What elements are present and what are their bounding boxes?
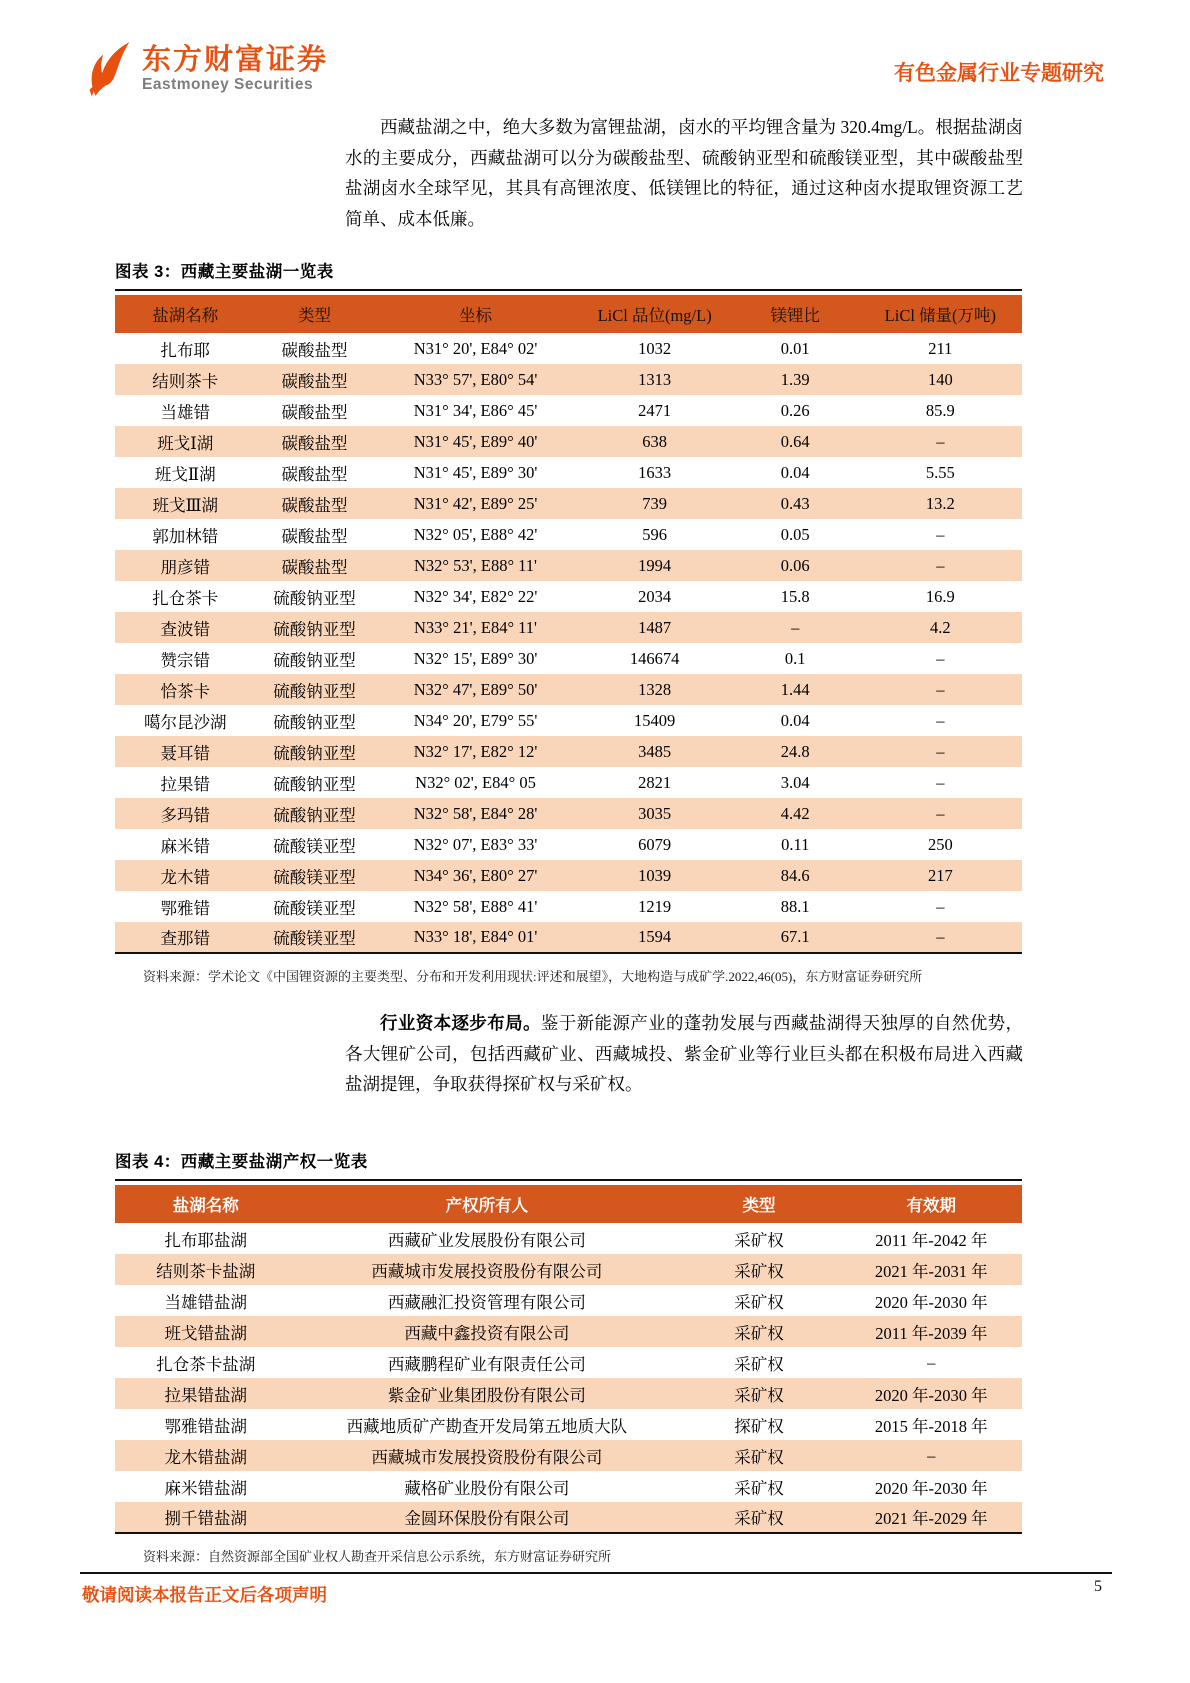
table-cell: – [732,612,859,643]
table-cell: – [927,1352,936,1372]
table-cell: 西藏城市发展投资股份有限公司 [296,1254,677,1285]
table-cell: 0.64 [732,426,859,457]
table-cell: – [936,524,945,544]
table-cell: 85.9 [925,400,955,420]
table-cell: – [936,648,945,668]
table-cell: 67.1 [732,922,859,953]
table-cell: – [841,1440,1022,1471]
table-cell: 1313 [578,364,732,395]
table-cell: 24.8 [732,736,859,767]
table-cell: 碳酸盐型 [281,464,348,484]
table-header-row [115,295,1022,333]
table-cell: 211 [928,338,953,358]
page-number: 5 [1094,1578,1102,1595]
table-cell: 采矿权 [677,1316,840,1347]
table-cell: 采矿权 [677,1254,840,1285]
paragraph-body: 鉴于新能源产业的蓬勃发展与西藏盐湖得天独厚的自然优势，各大锂矿公司，包括西藏矿业、西藏城投、紫金矿业等行业巨头都在积极布局进入西藏盐湖提锂，争取获得探矿权与采矿权。 [345,1013,1023,1094]
table-cell: 采矿权 [734,1478,784,1498]
table-cell: 2020 年-2030 年 [874,1478,988,1498]
table-cell: N31° 45', E89° 40' [373,426,577,457]
table-row [115,519,1022,550]
figure3-rule [115,289,1022,291]
table-cell: 15409 [634,710,676,730]
table-cell: 739 [578,488,732,519]
table-cell: 0.11 [781,834,810,854]
table-cell: 西藏鹏程矿业有限责任公司 [387,1354,586,1374]
table-cell: 硫酸钠亚型 [273,712,356,732]
table-cell: – [936,772,945,792]
table-cell: 结则茶卡盐湖 [115,1254,296,1285]
table-cell: N34° 20', E79° 55' [413,710,538,730]
figure4-block [115,1148,1022,1565]
eastmoney-flame-icon [88,40,134,98]
table-cell: 西藏矿业发展股份有限公司 [387,1230,586,1250]
table-cell: 638 [578,426,732,457]
table-cell: – [859,736,1022,767]
table-cell: 硫酸钠亚型 [273,588,356,608]
table-cell: 查那错 [115,922,256,953]
table-cell: 0.05 [780,524,810,544]
figure4-title: 图表 4：西藏主要盐湖产权一览表 [115,1153,368,1171]
table-cell: 2034 [638,586,672,606]
table-cell: 2011 年-2042 年 [875,1230,988,1250]
table-row [115,581,1022,612]
table-cell: 碳酸盐型 [281,340,348,360]
table-cell: 金圆环保股份有限公司 [296,1502,677,1533]
table-row [115,1471,1022,1502]
table-cell: 2015 年-2018 年 [874,1416,988,1436]
table-cell: 班戈Ⅲ湖 [115,488,256,519]
table-cell: 探矿权 [734,1416,784,1436]
table-cell: 龙木错 [115,860,256,891]
table-cell: – [859,550,1022,581]
table-cell: 3485 [578,736,732,767]
table-cell: 4.2 [859,612,1022,643]
table-cell: 捌千错盐湖 [115,1502,296,1533]
table-cell: N31° 34', E86° 45' [413,400,538,420]
table-row [115,1254,1022,1285]
table-cell: 碳酸盐型 [256,488,374,519]
table-cell: 硫酸镁亚型 [256,860,374,891]
figure3-title: 图表 3：西藏主要盐湖一览表 [115,263,334,281]
table-cell: 1039 [578,860,732,891]
table-row [115,767,1022,798]
table-row [115,1440,1022,1471]
table-cell: 1633 [638,462,672,482]
table-cell: 217 [859,860,1022,891]
table-cell: 2021 年-2029 年 [841,1502,1022,1533]
table-cell: N32° 02', E84° 05 [415,772,536,792]
table-cell: 88.1 [780,896,810,916]
figure3-block [115,258,1022,985]
table-row [115,1347,1022,1378]
table-cell: 查波错 [115,612,256,643]
table-cell: 16.9 [925,586,955,606]
table-cell: 采矿权 [677,1502,840,1533]
table-cell: 碳酸盐型 [281,402,348,422]
table-cell: 1594 [578,922,732,953]
table-cell: 2020 年-2030 年 [874,1292,988,1312]
table-cell: 2020 年-2030 年 [841,1378,1022,1409]
table-cell: N32° 17', E82° 12' [373,736,577,767]
table-cell: 拉果错盐湖 [115,1378,296,1409]
col-lake-name: 盐湖名称 [115,295,256,333]
table-cell: – [859,922,1022,953]
table-cell: 麻米错盐湖 [164,1478,247,1498]
capital-layout-paragraph [345,1008,1023,1100]
table-row [115,1316,1022,1347]
col-owner: 产权所有人 [296,1185,677,1223]
paragraph-lead: 行业资本逐步布局。 [380,1013,541,1033]
table-row [115,736,1022,767]
table-row [115,829,1022,860]
salt-lake-overview-table [115,295,1022,954]
footer-divider [80,1572,1112,1574]
table-row [115,1223,1022,1254]
table-cell: 扎仓茶卡盐湖 [156,1354,256,1374]
table-cell: 龙木错盐湖 [115,1440,296,1471]
table-cell: – [936,710,945,730]
table-cell: 0.04 [780,710,810,730]
table-row [115,395,1022,426]
table-cell: 西藏融汇投资管理有限公司 [387,1292,586,1312]
table-cell: 5.55 [925,462,955,482]
table-row [115,364,1022,395]
table-cell: 采矿权 [734,1292,784,1312]
table-row [115,798,1022,829]
table-cell: 1219 [638,896,672,916]
table-row [115,1285,1022,1316]
table-cell: 1.44 [732,674,859,705]
figure4-rule [115,1179,1022,1181]
table-cell: 0.01 [780,338,810,358]
table-cell: 朋彦错 [115,550,256,581]
table-cell: 当雄错盐湖 [164,1292,247,1312]
table-cell: N33° 18', E84° 01' [373,922,577,953]
col-coordinates: 坐标 [373,295,577,333]
table-cell: 噶尔昆沙湖 [144,712,227,732]
table-cell: 硫酸镁亚型 [256,922,374,953]
table-cell: 硫酸钠亚型 [273,774,356,794]
table-cell: 6079 [638,834,672,854]
table-cell: 2021 年-2031 年 [841,1254,1022,1285]
table-cell: 恰茶卡 [115,674,256,705]
table-cell: 3035 [578,798,732,829]
col-validity: 有效期 [841,1185,1022,1223]
col-mg-li-ratio: 镁锂比 [732,295,859,333]
table-cell: 鄂雅错盐湖 [164,1416,247,1436]
table-cell: 鄂雅错 [160,898,211,918]
brand-name-cn: 东方财富证券 [142,43,329,76]
table-cell: 西藏城市发展投资股份有限公司 [296,1440,677,1471]
table-cell: 扎布耶盐湖 [164,1230,247,1250]
table-row [115,1378,1022,1409]
table-cell: 郭加林错 [152,526,219,546]
table-cell: 班戈错盐湖 [115,1316,296,1347]
table-cell: 硫酸镁亚型 [273,898,356,918]
table-row [115,643,1022,674]
table-cell: N32° 58', E84° 28' [373,798,577,829]
table-row [115,922,1022,953]
table-cell: 0.43 [732,488,859,519]
table-cell: N32° 58', E88° 41' [413,896,538,916]
table-cell: 扎仓茶卡 [152,588,219,608]
table-cell: 藏格矿业股份有限公司 [404,1478,570,1498]
table-cell: 硫酸钠亚型 [273,650,356,670]
table-cell: N32° 47', E89° 50' [373,674,577,705]
table-cell: 班戈Ⅰ湖 [115,426,256,457]
intro-paragraph: 西藏盐湖之中，绝大多数为富锂盐湖，卤水的平均锂含量为 320.4mg/L。根据盐湖卤水的主要成分，西藏盐湖可以分为碳酸盐型、硫酸钠亚型和硫酸镁亚型，其中碳酸盐型盐湖卤水全球罕见，其具有高锂浓度、低镁锂比的特征，通过这种卤水提取锂资源工艺简单、成本低廉。 [345,117,1023,229]
table-cell: 1328 [578,674,732,705]
table-cell: 250 [927,834,953,854]
table-cell: 4.42 [732,798,859,829]
table-cell: 0.26 [780,400,810,420]
table-cell: 硫酸镁亚型 [273,836,356,856]
table-row [115,612,1022,643]
footer-disclaimer: 敬请阅读本报告正文后各项声明 [82,1585,327,1605]
table-cell: – [859,674,1022,705]
table-cell: 采矿权 [734,1354,784,1374]
col-type: 类型 [256,295,374,333]
table-cell: 采矿权 [677,1440,840,1471]
table-row [115,1409,1022,1440]
figure3-source: 资料来源：学术论文《中国锂资源的主要类型、分布和开发利用现状:评述和展望》，大地构造与成矿学.2022,46(05)，东方财富证券研究所 [143,969,923,984]
table-cell: 2471 [638,400,672,420]
table-row [115,1502,1022,1533]
table-cell: 硫酸钠亚型 [256,798,374,829]
figure4-source: 资料来源：自然资源部全国矿业权人勘查开采信息公示系统，东方财富证券研究所 [143,1549,612,1564]
table-cell: N32° 15', E89° 30' [413,648,538,668]
table-row [115,705,1022,736]
table-cell: N31° 20', E84° 02' [413,338,538,358]
table-cell: N31° 42', E89° 25' [373,488,577,519]
table-cell: 碳酸盐型 [256,550,374,581]
brand-name-en: Eastmoney Securities [142,76,314,94]
table-cell: 硫酸钠亚型 [256,612,374,643]
table-cell: 碳酸盐型 [281,526,348,546]
table-cell: 碳酸盐型 [256,364,374,395]
table-row [115,488,1022,519]
table-cell: N32° 34', E82° 22' [413,586,538,606]
table-cell: 3.04 [780,772,810,792]
table-cell: 596 [642,524,668,544]
table-cell: – [859,426,1022,457]
col-licl-grade: LiCl 品位(mg/L) [578,295,732,333]
table-cell: 多玛错 [115,798,256,829]
table-cell: N34° 36', E80° 27' [373,860,577,891]
col-lake-name: 盐湖名称 [115,1185,296,1223]
table-cell: 紫金矿业集团股份有限公司 [296,1378,677,1409]
table-cell: N33° 21', E84° 11' [373,612,577,643]
col-licl-reserve: LiCl 储量(万吨) [859,295,1022,333]
table-cell: 麻米错 [160,836,211,856]
table-cell: 西藏地质矿产勘查开发局第五地质大队 [346,1416,628,1436]
table-cell: 1032 [638,338,672,358]
col-right-type: 类型 [677,1185,840,1223]
table-cell: 146674 [629,648,680,668]
table-cell: N33° 57', E80° 54' [373,364,577,395]
table-cell: 1994 [578,550,732,581]
salt-lake-ownership-table [115,1185,1022,1534]
table-cell: 硫酸钠亚型 [256,736,374,767]
table-cell: 2821 [638,772,672,792]
table-cell: – [859,798,1022,829]
table-row [115,891,1022,922]
table-cell: 15.8 [780,586,810,606]
table-row [115,674,1022,705]
table-cell: 1487 [578,612,732,643]
table-row [115,550,1022,581]
table-cell: 2011 年-2039 年 [841,1316,1022,1347]
table-row [115,333,1022,364]
table-cell: 碳酸盐型 [256,426,374,457]
report-type-label: 有色金属行业专题研究 [894,62,1104,85]
table-cell: 结则茶卡 [115,364,256,395]
table-row [115,426,1022,457]
table-cell: 140 [859,364,1022,395]
table-cell: 班戈Ⅱ湖 [154,464,216,484]
table-cell: 1.39 [732,364,859,395]
table-cell: 0.1 [784,648,806,668]
table-cell: 0.04 [780,462,810,482]
table-header-row [115,1185,1022,1223]
table-cell: 赞宗错 [160,650,211,670]
table-cell: 84.6 [732,860,859,891]
table-cell: 采矿权 [734,1230,784,1250]
table-cell: 拉果错 [160,774,211,794]
brand [88,40,328,98]
table-row [115,860,1022,891]
table-cell: N31° 45', E89° 30' [413,462,538,482]
table-cell: 硫酸钠亚型 [256,674,374,705]
table-cell: 0.06 [732,550,859,581]
table-cell: 扎布耶 [160,340,211,360]
table-cell: – [936,896,945,916]
table-cell: 当雄错 [160,402,211,422]
table-cell: 西藏中鑫投资有限公司 [296,1316,677,1347]
table-cell: N32° 07', E83° 33' [413,834,538,854]
table-cell: 聂耳错 [115,736,256,767]
table-cell: N32° 53', E88° 11' [373,550,577,581]
table-row [115,457,1022,488]
table-cell: N32° 05', E88° 42' [413,524,538,544]
table-cell: 采矿权 [677,1378,840,1409]
table-cell: 13.2 [859,488,1022,519]
